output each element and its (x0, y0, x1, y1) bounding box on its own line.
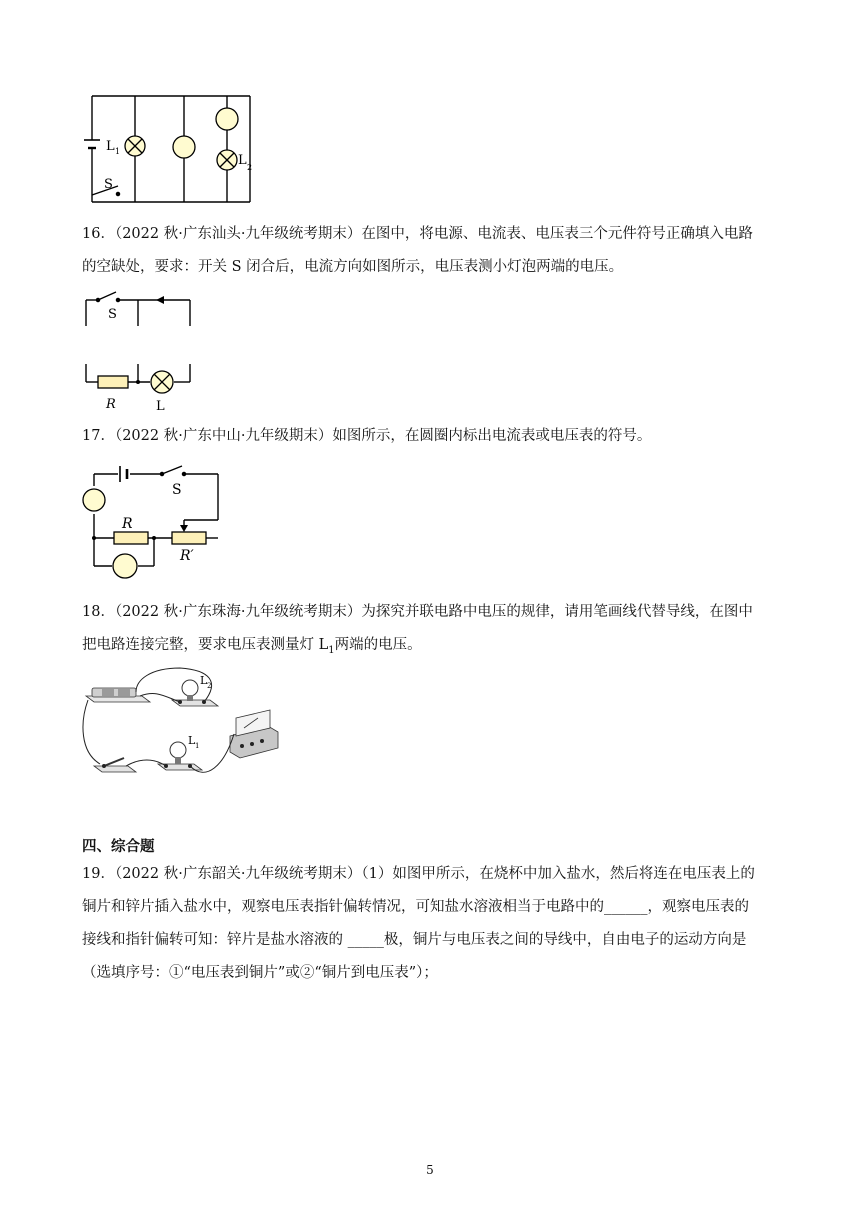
q18-line-2-sub: 1 (328, 644, 335, 656)
fig18-label-l2-sub: 2 (207, 682, 212, 690)
lamp-icon (151, 371, 173, 393)
section-heading: 四、综合题 (82, 838, 155, 855)
switch-icon (160, 466, 185, 476)
fig15-label-l2: L (238, 153, 247, 168)
lamp-l2-icon (217, 150, 237, 170)
q16-line-2: 的空缺处，要求：开关 S 闭合后，电流方向如图所示，电压表测小灯泡两端的电压。 (82, 259, 624, 275)
empty-meter-circle (173, 136, 195, 158)
fig17-label-rp: R′ (180, 548, 194, 564)
q19-line-3-a: 接线和指针偏转可知：锌片是盐水溶液的 (82, 932, 348, 948)
resistor-icon (114, 532, 148, 544)
fig18-label-l1: L (188, 734, 196, 747)
fig15-label-l2-sub: 2 (247, 163, 253, 172)
battery-holder-icon (86, 688, 150, 702)
fig18-label-l1-sub: 1 (195, 742, 200, 750)
switch-icon (96, 292, 119, 302)
q18-line-1: 18．（2022 秋·广东珠海·九年级统考期末）为探究并联电路中电压的规律，请用笔画线代替导线，在图中 (82, 604, 753, 620)
fig16-label-l: L (156, 399, 165, 412)
q18-line-2-b: 两端的电压。 (334, 637, 422, 653)
lamp-l1-icon (125, 136, 145, 156)
q19-line-2-b: ，观察电压表的 (647, 899, 749, 915)
slider-arrow-icon (180, 525, 188, 532)
fig15-label-l1: L (106, 139, 115, 154)
fig17-label-s: S (172, 482, 182, 498)
voltmeter-icon (230, 710, 278, 758)
q16-line-1: 16．（2022 秋·广东汕头·九年级统考期末）在图中，将电源、电流表、电压表三个元件符号正确填入电路 (82, 226, 753, 242)
fig18-label-l2: L (200, 674, 208, 687)
q17-line-1: 17．（2022 秋·广东中山·九年级期末）如图所示，在圆圈内标出电流表或电压表的符号。 (82, 428, 652, 444)
page-number: 5 (426, 1163, 434, 1177)
battery-icon (120, 466, 127, 482)
circuit-figure-q16 (80, 286, 200, 412)
answer-blank-2[interactable]: _____ (347, 932, 384, 948)
fig15-label-s: S (104, 177, 113, 192)
current-arrow-icon (156, 296, 164, 304)
empty-meter-circle (83, 489, 105, 511)
q19-line-1: 19．（2022 秋·广东韶关·九年级统考期末）（1）如图甲所示，在烧杯中加入盐水，然后将连在电压表上的 (82, 866, 755, 882)
q19-line-3 (82, 924, 782, 957)
empty-meter-circle (216, 108, 238, 130)
fig15-label-l1-sub: 1 (115, 147, 121, 156)
q19-line-2-a: 铜片和锌片插入盐水中，观察电压表指针偏转情况，可知盐水溶液相当于电路中的 (82, 899, 604, 915)
q18-line-2-a: 把电路连接完整，要求电压表测量灯 L (82, 637, 329, 653)
empty-meter-circle (113, 554, 137, 578)
answer-blank-1[interactable]: ______ (604, 899, 648, 915)
q19-line-4: （选填序号：①“电压表到铜片”或②“铜片到电压表”）； (82, 965, 438, 981)
fig17-label-r: R (122, 516, 133, 532)
rheostat-icon (172, 532, 206, 544)
circuit-figure-q17 (80, 456, 230, 584)
circuit-figure-q15 (80, 90, 270, 208)
apparatus-figure-q18 (80, 662, 290, 784)
fig16-label-r: R (106, 397, 116, 412)
switch-icon (94, 758, 136, 772)
fig16-label-s: S (108, 307, 117, 322)
q19-line-3-b: 极，铜片与电压表之间的导线中，自由电子的运动方向是 (383, 932, 747, 948)
q19-line-2 (82, 891, 782, 924)
resistor-icon (98, 376, 128, 388)
